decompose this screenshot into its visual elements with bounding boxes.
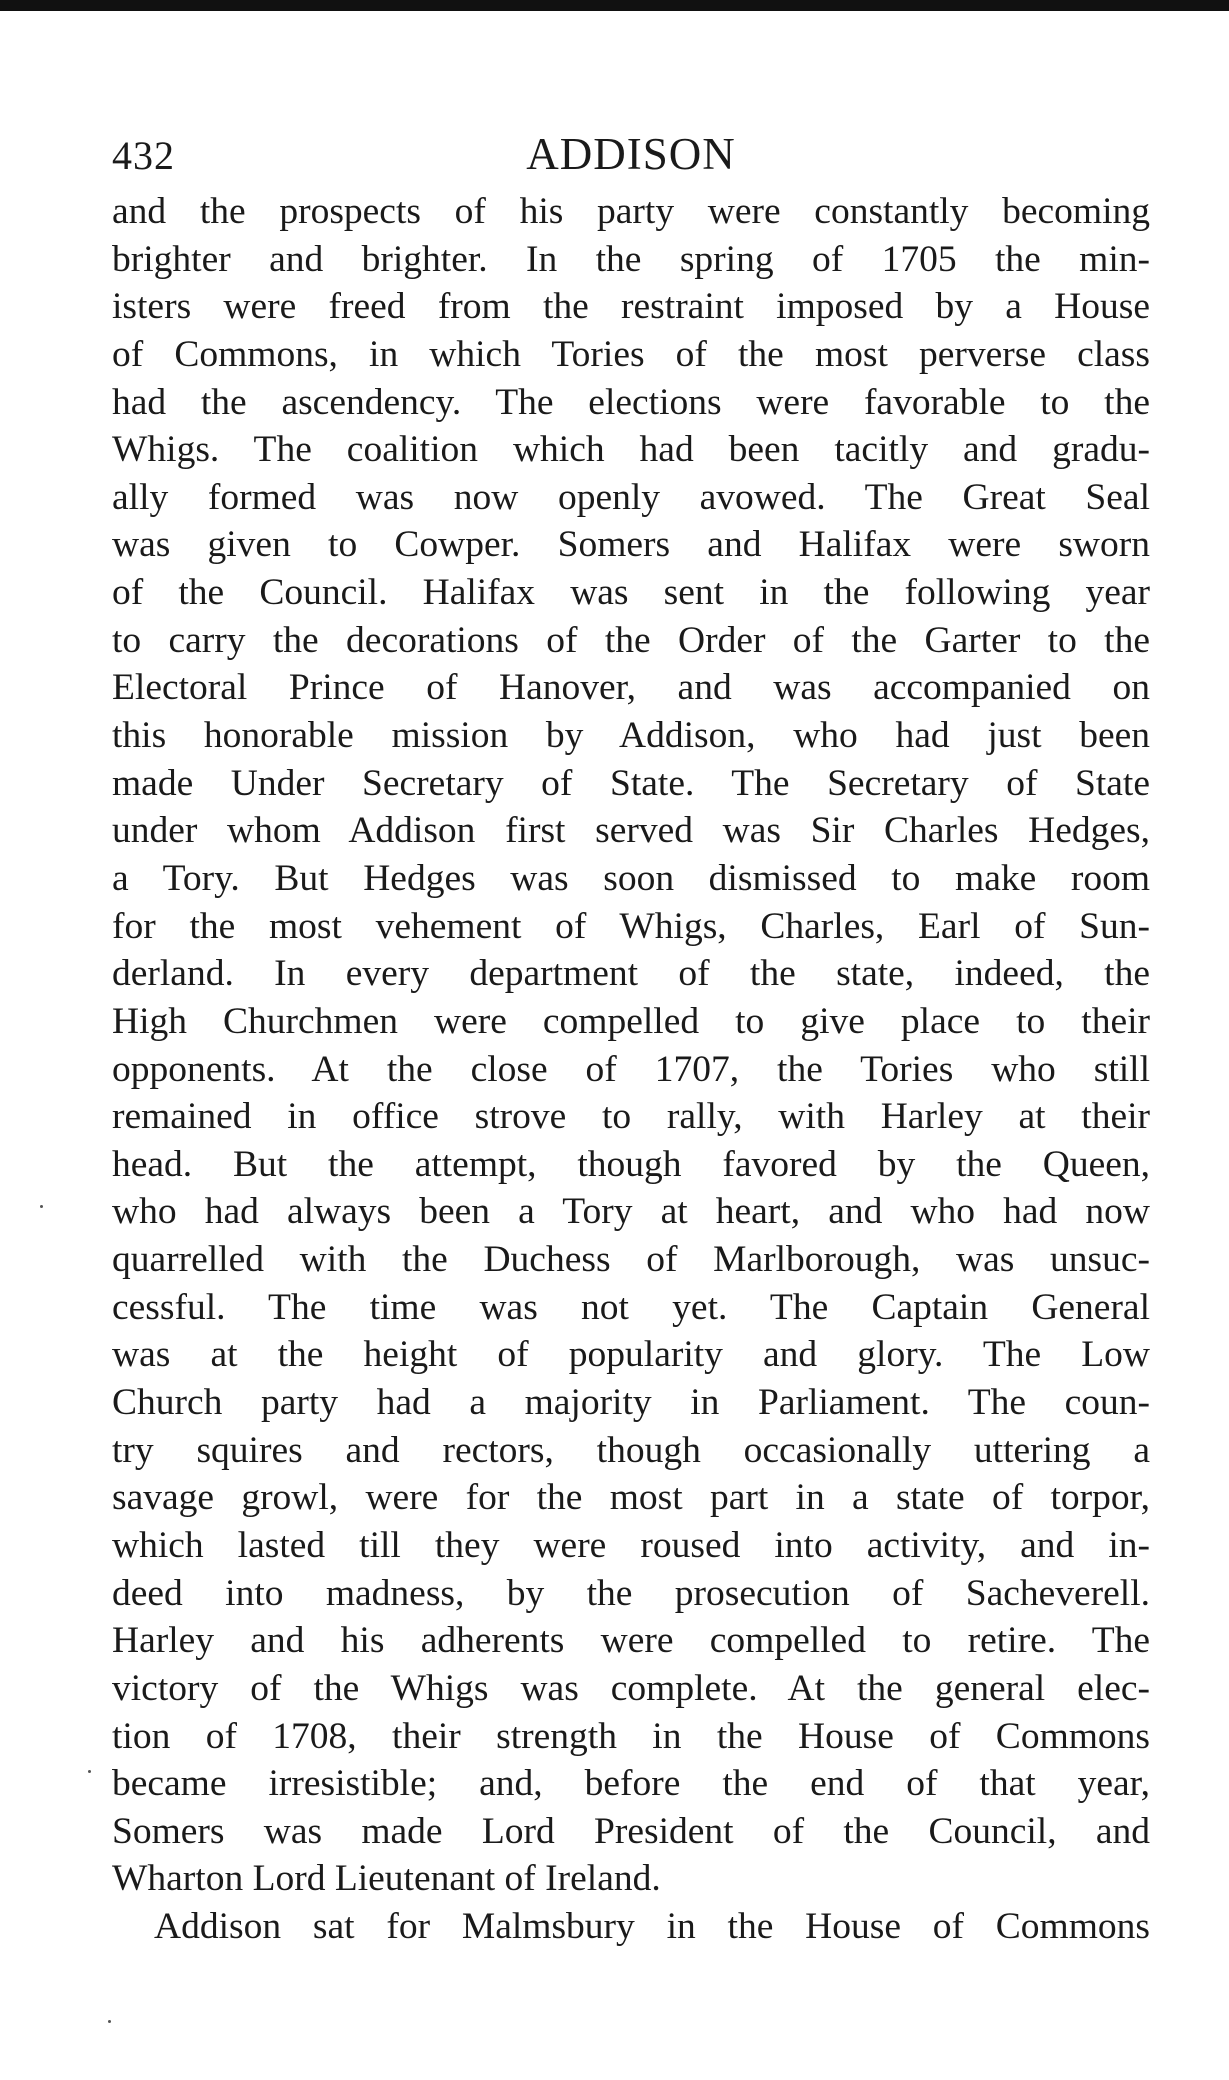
text-line: to carry the decorations of the Order of the Garter to the — [112, 619, 1150, 661]
text-line: which lasted till they were roused into activity, and in- — [112, 1524, 1150, 1566]
text-line: tion of 1708, their strength in the House of Commons — [112, 1715, 1150, 1757]
text-line: opponents. At the close of 1707, the Tories who still — [112, 1048, 1150, 1090]
text-line: remained in office strove to rally, with Harley at their — [112, 1096, 1150, 1138]
text-line: made Under Secretary of State. The Secretary of State — [112, 762, 1150, 804]
text-line: for the most vehement of Whigs, Charles, Earl of Sun- — [112, 905, 1150, 947]
text-line: a Tory. But Hedges was soon dismissed to make room — [112, 857, 1150, 899]
text-line: of Commons, in which Tories of the most perverse class — [112, 333, 1150, 375]
text-line: victory of the Whigs was complete. At the general elec- — [112, 1667, 1150, 1709]
text-line: ally formed was now openly avowed. The Great Seal — [112, 476, 1150, 518]
running-head — [112, 118, 1150, 188]
text-line: High Churchmen were compelled to give place to their — [112, 1000, 1150, 1042]
text-line: Whigs. The coalition which had been tacitly and gradu- — [112, 429, 1150, 471]
page-number: 432 — [112, 133, 175, 178]
text-line: brighter and brighter. In the spring of 1705 the min- — [112, 238, 1150, 280]
text-line: savage growl, were for the most part in a state of torpor, — [112, 1477, 1150, 1519]
text-line: cessful. The time was not yet. The Captain General — [112, 1286, 1150, 1328]
text-line: derland. In every department of the state, indeed, the — [112, 953, 1150, 995]
text-line: head. But the attempt, though favored by the Queen, — [112, 1143, 1150, 1185]
text-line: under whom Addison first served was Sir Charles Hedges, — [112, 810, 1150, 852]
text-line: Somers was made Lord President of the Council, and — [112, 1810, 1150, 1852]
text-line: had the ascendency. The elections were favorable to the — [112, 381, 1150, 423]
text-line: who had always been a Tory at heart, and who had now — [112, 1191, 1150, 1233]
print-speck — [88, 1770, 91, 1773]
top-border-rule — [0, 0, 1229, 11]
print-speck — [108, 2020, 111, 2023]
text-line: was at the height of popularity and glory. The Low — [112, 1334, 1150, 1376]
text-line: deed into madness, by the prosecution of Sacheverell. — [112, 1572, 1150, 1614]
text-line: of the Council. Halifax was sent in the following year — [112, 572, 1150, 614]
text-line: try squires and rectors, though occasionally uttering a — [112, 1429, 1150, 1471]
text-line: Electoral Prince of Hanover, and was accompanied on — [112, 667, 1150, 709]
paragraph-end-line: Wharton Lord Lieutenant of Ireland. — [112, 1858, 661, 1900]
running-title: ADDISON — [526, 129, 736, 179]
text-line: became irresistible; and, before the end of that year, — [112, 1763, 1150, 1805]
paragraph-start-line: Addison sat for Malmsbury in the House of Commons — [154, 1906, 1150, 1948]
book-page — [112, 118, 1150, 1951]
text-line: Harley and his adherents were compelled to retire. The — [112, 1620, 1150, 1662]
text-line: Church party had a majority in Parliament. The coun- — [112, 1382, 1150, 1424]
body-text — [112, 188, 1150, 1951]
text-line: isters were freed from the restraint imposed by a House — [112, 286, 1150, 328]
text-line: quarrelled with the Duchess of Marlborough, was unsuc- — [112, 1239, 1150, 1281]
print-speck — [40, 1205, 43, 1208]
text-line: was given to Cowper. Somers and Halifax were sworn — [112, 524, 1150, 566]
text-line: and the prospects of his party were constantly becoming — [112, 191, 1150, 232]
text-line: this honorable mission by Addison, who had just been — [112, 715, 1150, 757]
